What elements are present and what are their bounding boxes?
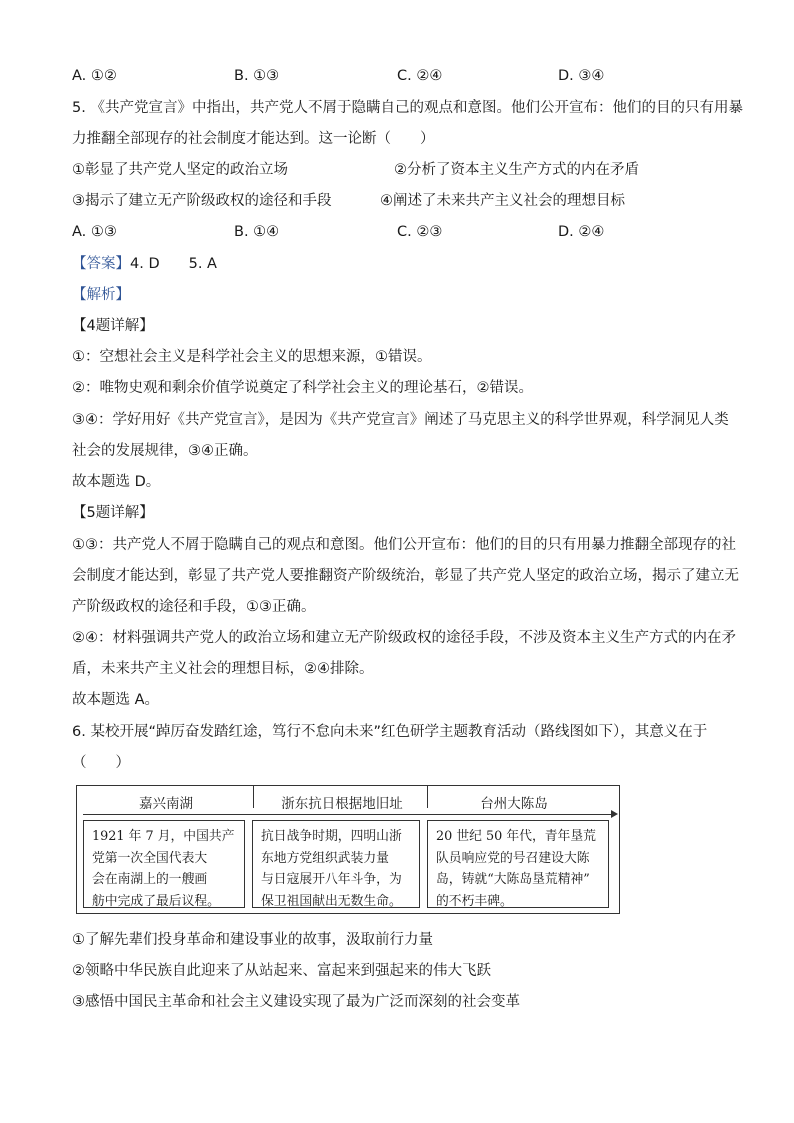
- q5-stem-line2: 力推翻全部现存的社会制度才能达到。这一论断（ ）: [72, 131, 435, 147]
- q4-detail-line: ①：空想社会主义是科学社会主义的思想来源，①错误。: [72, 349, 432, 365]
- stage-title-3: 台州大陈岛: [480, 796, 548, 812]
- answer-line: [72, 254, 217, 274]
- stage-title-1: 嘉兴南湖: [139, 796, 193, 812]
- stage-text-line: 党第一次全国代表大: [92, 850, 208, 866]
- q5-option-a: A. ①③: [72, 224, 117, 240]
- route-arrow: [83, 814, 615, 815]
- stage-divider: [253, 786, 254, 808]
- stage-box-1: [83, 820, 245, 908]
- stage-text-line: 的不朽丰碑。: [436, 893, 513, 909]
- q5-item-1: ①彰显了共产党人坚定的政治立场: [72, 162, 288, 178]
- answer-label: 【答案】: [72, 256, 130, 272]
- q5-detail-line: 产阶级政权的途径和手段，①③正确。: [72, 599, 316, 615]
- q6-stem-line1: 6. 某校开展“踔厉奋发踏红途，笃行不怠向未来”红色研学主题教育活动（路线图如下），其意义在于: [72, 724, 708, 740]
- stage-text-line: 会在南湖上的一艘画: [92, 872, 208, 887]
- q4-detail-line: 故本题选 D。: [72, 474, 161, 490]
- q4-option-d: D. ③④: [558, 68, 605, 84]
- q5-detail-line: ②④：材料强调共产党人的政治立场和建立无产阶级政权的途径手段，不涉及资本主义生产方式的内在矛: [72, 630, 736, 646]
- stage-title-2: 浙东抗日根据地旧址: [281, 796, 403, 812]
- stage-text-line: 与日寇展开八年斗争，为: [261, 872, 402, 887]
- q5-detail-line: 盾，未来共产主义社会的理想目标，②④排除。: [72, 661, 374, 677]
- q5-stem-line1: 5. 《共产党宣言》中指出，共产党人不屑于隐瞒自己的观点和意图。他们公开宣布：他们的目的只有用暴: [72, 100, 743, 116]
- q4-detail-line: ③④：学好用好《共产党宣言》，是因为《共产党宣言》阐述了马克思主义的科学世界观，科学洞见人类: [72, 412, 729, 428]
- q5-detail-heading: 【5题详解】: [72, 505, 154, 521]
- q4-detail-line: ②：唯物史观和剩余价值学说奠定了科学社会主义的理论基石，②错误。: [72, 380, 533, 396]
- q4-detail-line: 社会的发展规律，③④正确。: [72, 443, 258, 459]
- q5-detail-line: ①③：共产党人不屑于隐瞒自己的观点和意图。他们公开宣布：他们的目的只有用暴力推翻全部现存的社: [72, 537, 736, 553]
- q4-option-c: C. ②④: [397, 68, 443, 84]
- q5-item-2: ②分析了资本主义生产方式的内在矛盾: [394, 162, 639, 178]
- stage-box-3: [427, 820, 609, 908]
- stage-text-line: 保卫祖国献出无数生命。: [261, 893, 402, 909]
- q5-option-b: B. ①④: [234, 224, 280, 240]
- q6-item-1: ①了解先辈们投身革命和建设事业的故事，汲取前行力量: [72, 932, 433, 948]
- q6-item-3: ③感悟中国民主革命和社会主义建设实现了最为广泛而深刻的社会变革: [72, 994, 520, 1010]
- q4-option-b: B. ①③: [234, 68, 280, 84]
- analysis-label: 【解析】: [72, 287, 130, 303]
- q4-detail-heading: 【4题详解】: [72, 318, 154, 334]
- stage-text-line: 抗日战争时期，四明山浙: [261, 829, 402, 844]
- stage-box-2: [252, 820, 420, 908]
- q5-detail-line: 会制度才能达到，彰显了共产党人要推翻资产阶级统治，彰显了共产党人坚定的政治立场，揭示了建立无: [72, 568, 739, 584]
- route-map: [76, 785, 620, 914]
- stage-text-line: 东地方党组织武装力量: [261, 850, 389, 866]
- stage-divider: [427, 786, 428, 808]
- q6-stem-line2: （ ）: [72, 755, 130, 771]
- stage-text-line: 舫中完成了最后议程。: [92, 893, 220, 909]
- q5-item-3: ③揭示了建立无产阶级政权的途径和手段: [72, 193, 332, 209]
- q5-option-c: C. ②③: [397, 224, 443, 240]
- stage-text-line: 1921 年 7 月，中国共产: [92, 829, 235, 844]
- stage-text-line: 岛，铸就“大陈岛垦荒精神”: [436, 872, 590, 887]
- answer-text: 4. D 5. A: [130, 256, 217, 272]
- q5-item-4: ④阐述了未来共产主义社会的理想目标: [380, 193, 625, 209]
- q5-detail-line: 故本题选 A。: [72, 692, 160, 708]
- q6-item-2: ②领略中华民族自此迎来了从站起来、富起来到强起来的伟大飞跃: [72, 963, 491, 979]
- stage-text-line: 队员响应党的号召建设大陈: [436, 850, 590, 866]
- q4-option-a: A. ①②: [72, 68, 117, 84]
- stage-text-line: 20 世纪 50 年代，青年垦荒: [436, 829, 596, 844]
- q5-option-d: D. ②④: [558, 224, 605, 240]
